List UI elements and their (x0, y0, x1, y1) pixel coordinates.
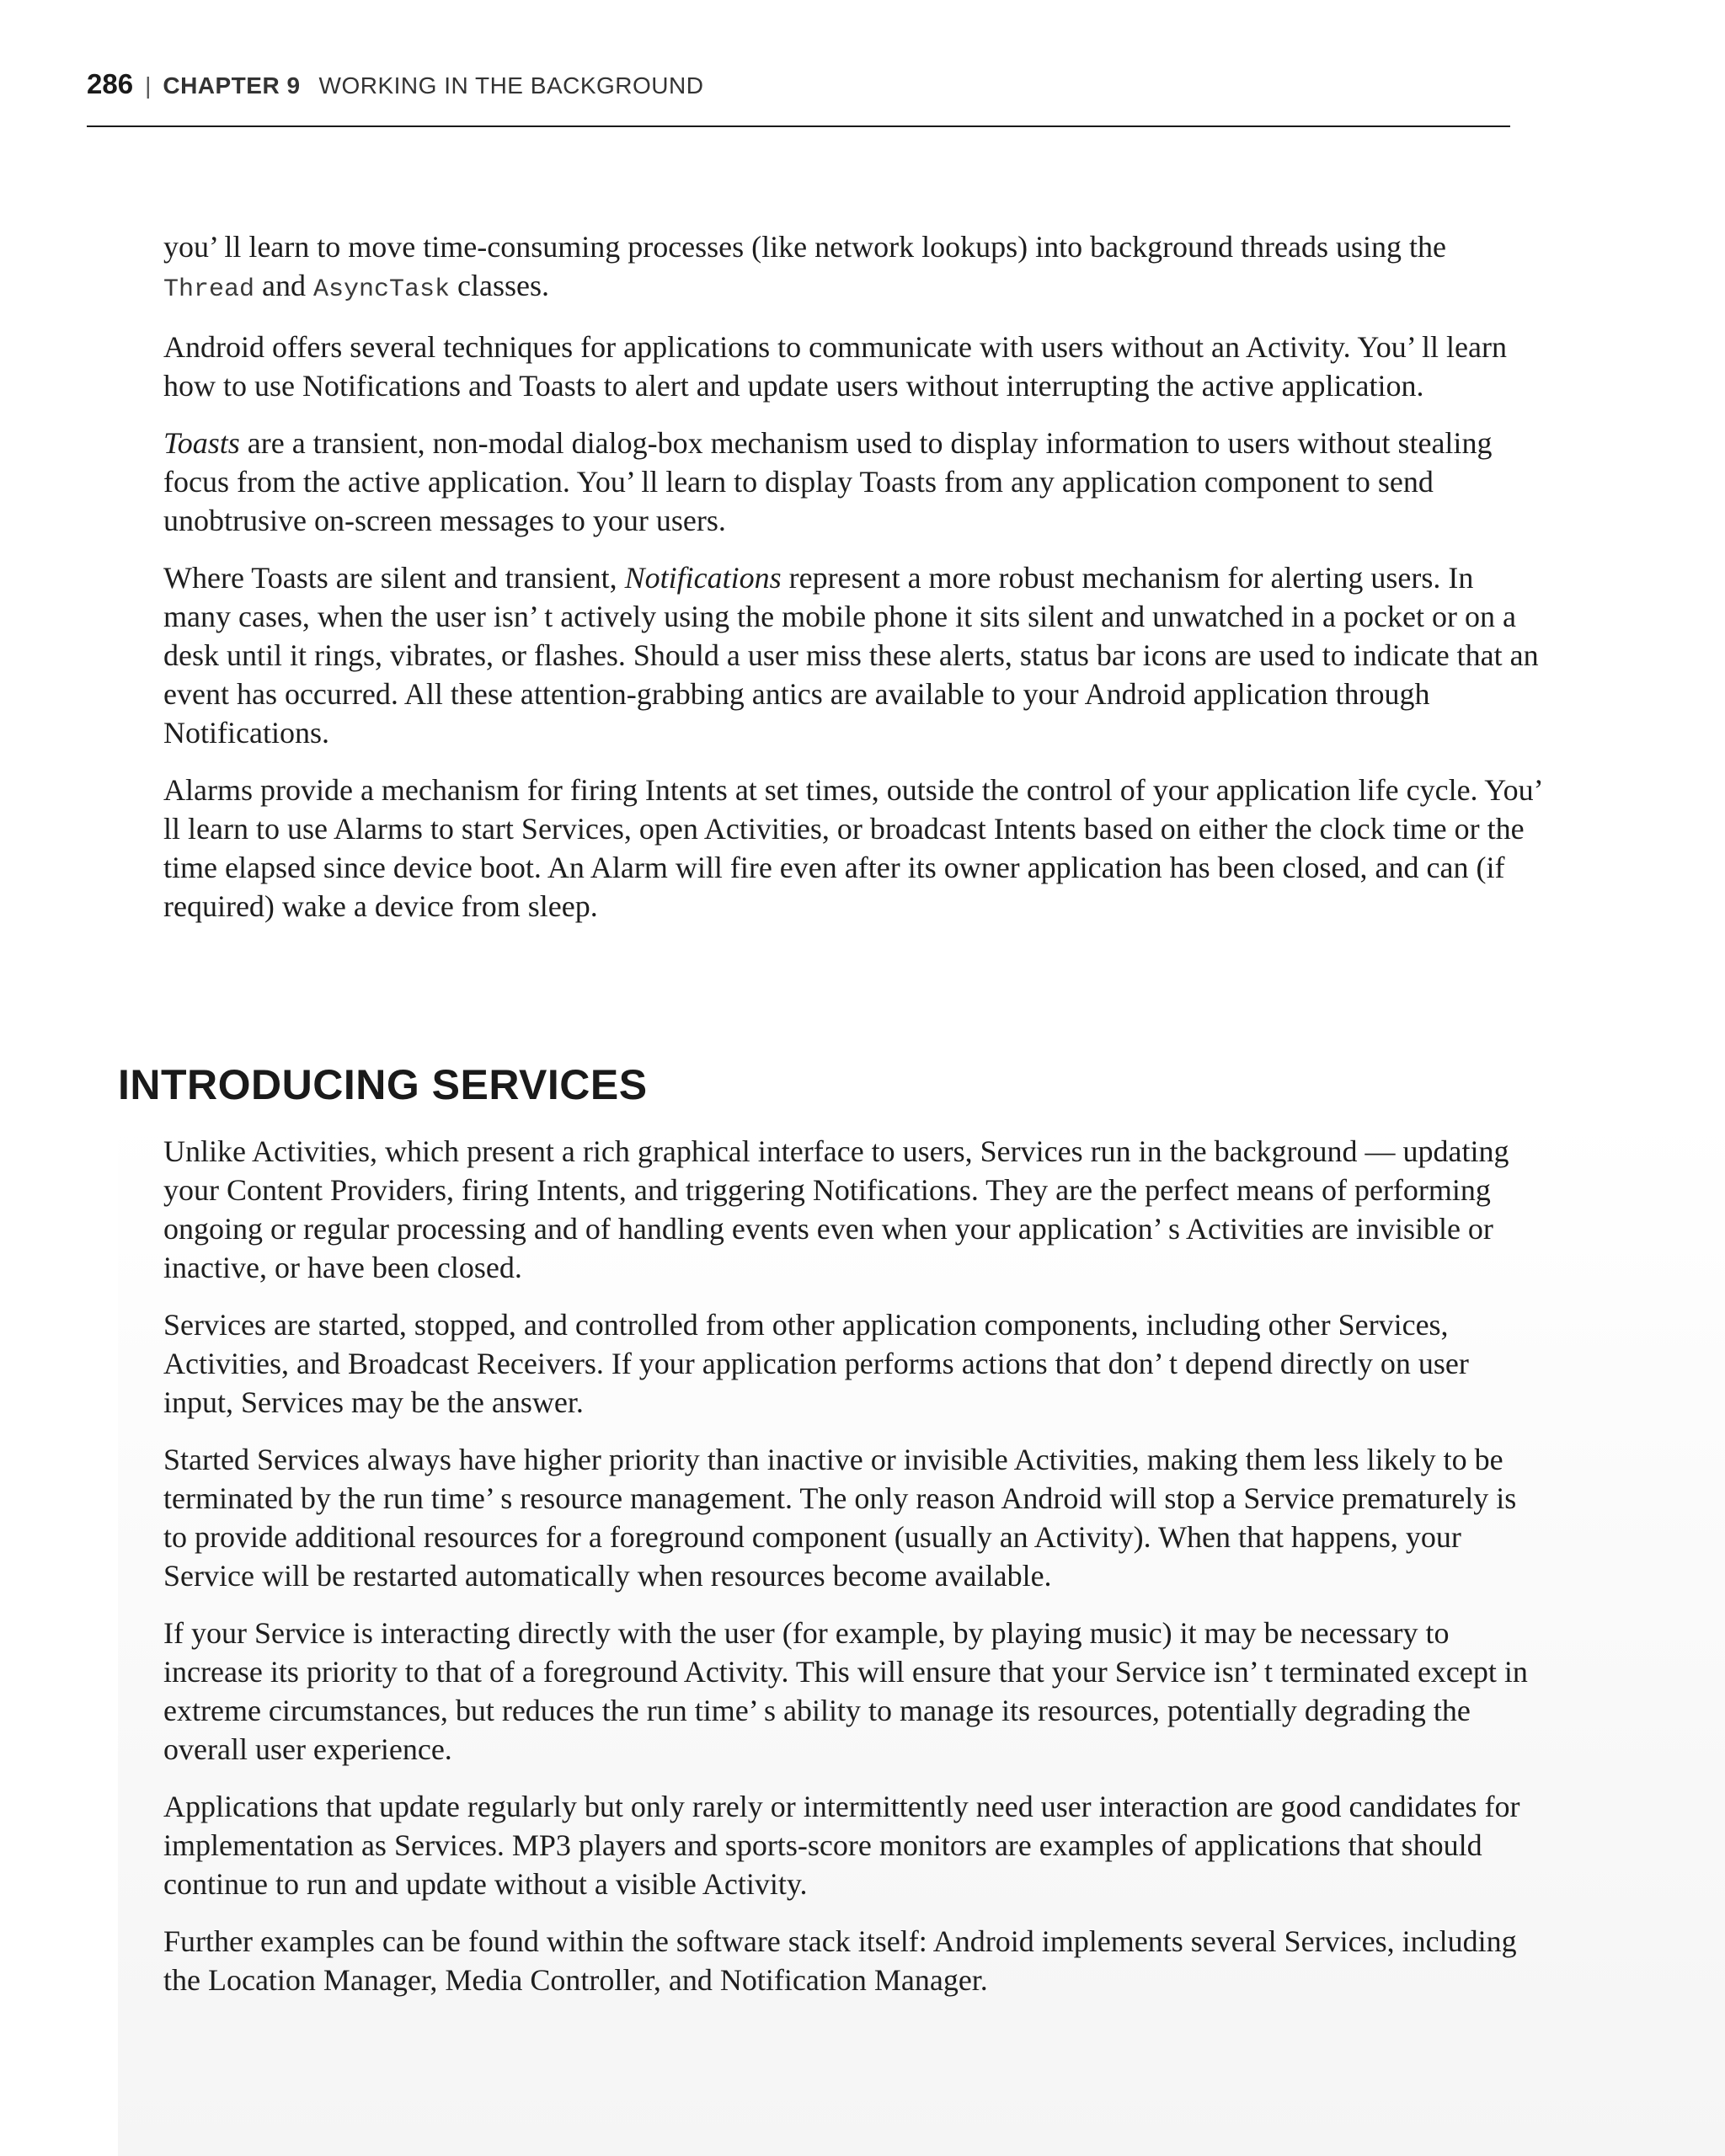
header-separator: | (145, 72, 152, 99)
intro-paragraph-2: Android offers several techniques for applications to communicate with users without an Activity. You’ ll learn how to use Notifications and Toasts to alert and update users without interrupting the active application. (163, 330, 1507, 403)
section-heading: INTRODUCING SERVICES (118, 1061, 648, 1108)
chapter-title: WORKING IN THE BACKGROUND (318, 72, 704, 99)
asynctask-class-code: AsyncTask (313, 275, 451, 304)
intro-p1-end: classes. (450, 269, 550, 302)
intro-paragraph-5: Alarms provide a mechanism for firing Intents at set times, outside the control of your application life cycle. You’ ll learn to use Alarms to start Services, open Activities, or broadcast Intents based on either the clock time or the time elapsed since device boot. An Alarm will fire even after its owner application has been closed, and can (if required) wake a device from sleep. (163, 773, 1541, 923)
section-paragraph-3: Started Services always have higher priority than inactive or invisible Activities, making them less likely to be terminated by the run time’ s resource management. The only reason Android will stop a Service prematurely is to provide additional resources for a foreground component (usually an Activity). When that happens, your Service will be restarted automatically when resources become available. (163, 1443, 1517, 1593)
thread-class-code: Thread (163, 275, 255, 304)
intro-text (163, 227, 1545, 944)
section-paragraph-2: Services are started, stopped, and controlled from other application components, including other Services, Activities, and Broadcast Receivers. If your application performs actions that don’ t depend directly on user input, Services may be the answer. (163, 1308, 1469, 1419)
intro-p1-and: and (254, 269, 314, 302)
notifications-term: Notifications (624, 561, 782, 595)
toasts-term: Toasts (163, 426, 240, 460)
intro-paragraph-3 (163, 424, 1545, 540)
running-header (87, 66, 1510, 103)
intro-p4-text: represent a more robust mechanism for alerting users. In many cases, when the user isn’ t actively using the mobile phone it sits silent and unwatched in a pocket or on a desk until it rings, vibrates, or flashes. Should a user miss these alerts, status bar icons are used to indicate that an event has occurred. All these attention-grabbing antics are available to your Android application through Notifications. (163, 561, 1539, 750)
section-paragraph-1: Unlike Activities, which present a rich graphical interface to users, Services run in the background — updating your Content Providers, firing Intents, and triggering Notifications. They are the perfect means of performing ongoing or regular processing and of handling events even when your application’ s Activities are invisible or inactive, or have been closed. (163, 1134, 1509, 1284)
section-paragraph-4: If your Service is interacting directly with the user (for example, by playing music) it may be necessary to increase its priority to that of a foreground Activity. This will ensure that your Service isn’ t terminated except in extreme circumstances, but reduces the run time’ s ability to manage its resources, potentially degrading the overall user experience. (163, 1616, 1528, 1766)
page-number: 286 (87, 68, 134, 99)
section-paragraph-6: Further examples can be found within the software stack itself: Android implements several Services, including the Location Manager, Media Controller, and Notification Manager. (163, 1924, 1517, 1997)
section-paragraph-5: Applications that update regularly but only rarely or intermittently need user interaction are good candidates for implementation as Services. MP3 players and sports-score monitors are examples of applications that should continue to run and update without a visible Activity. (163, 1790, 1520, 1901)
section-text (163, 1132, 1545, 2018)
intro-paragraph-1 (163, 227, 1545, 309)
header-rule (87, 125, 1510, 127)
intro-p3-text: are a transient, non-modal dialog-box mechanism used to display information to users without stealing focus from the active application. You’ ll learn to display Toasts from any application component to send unobtrusive on-screen messages to your users. (163, 426, 1493, 537)
intro-p1-text: you’ ll learn to move time-consuming processes (like network lookups) into background threads using the (163, 230, 1447, 264)
intro-paragraph-4 (163, 558, 1545, 752)
intro-p4-lead: Where Toasts are silent and transient, (163, 561, 625, 595)
chapter-label: CHAPTER 9 (163, 72, 301, 99)
